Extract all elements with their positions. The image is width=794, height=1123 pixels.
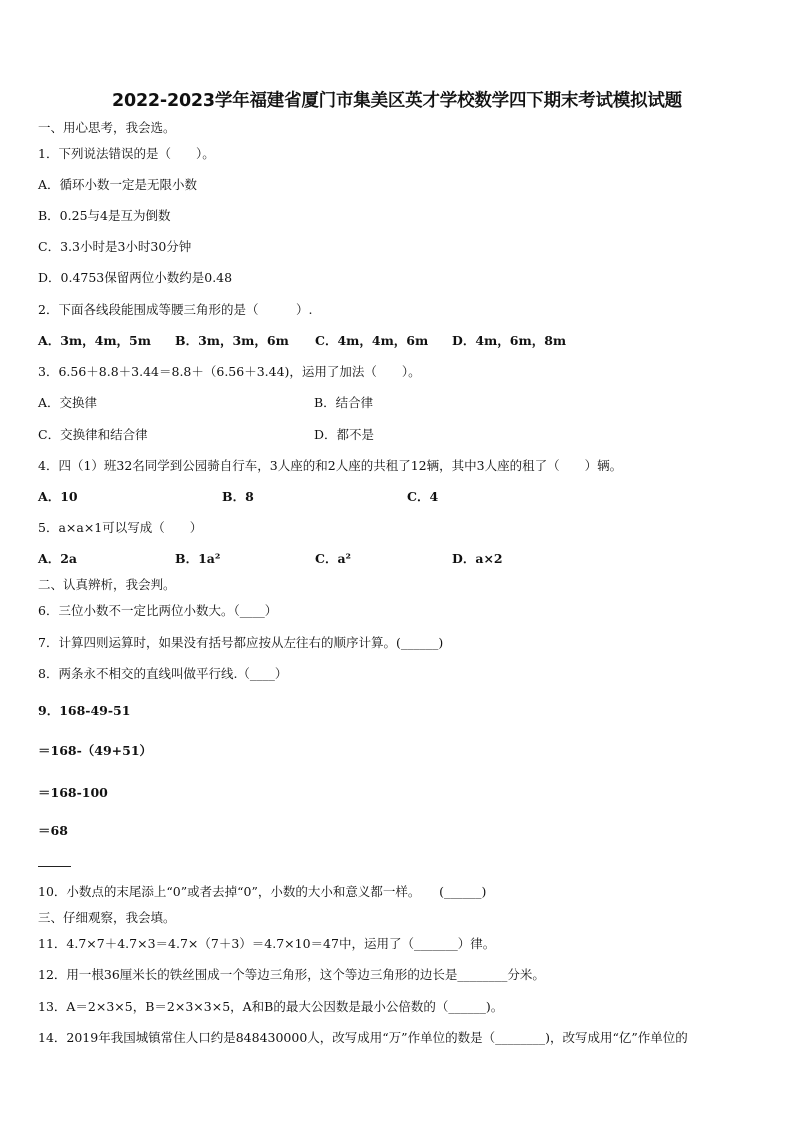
question-stem: 12．用一根36厘米长的铁丝围成一个等边三角形，这个等边三角形的边长是________分米。 [38, 967, 545, 982]
question-stem: 1．下列说法错误的是（ ）。 [38, 146, 215, 161]
question-stem: 2．下面各线段能围成等腰三角形的是（ ）. [38, 302, 313, 317]
option-d: D．都不是 [314, 427, 375, 442]
question-stem: 8．两条永不相交的直线叫做平行线.（____） [38, 666, 288, 681]
question-stem: 4．四（1）班32名同学到公园骑自行车，3人座的和2人座的共租了12辆，其中3人座的租了（ ）辆。 [38, 458, 623, 473]
option-d: D．a×2 [452, 551, 503, 566]
option-c: C．4 [407, 489, 439, 504]
calc-line: ＝168-（49+51） [38, 743, 153, 758]
option-row [38, 395, 758, 411]
option-c: C．交换律和结合律 [38, 427, 148, 442]
option-row [38, 551, 758, 567]
section-heading: 三、仔细观察，我会填。 [38, 910, 176, 925]
option-c: C．3.3小时是3小时30分钟 [38, 239, 192, 254]
question-stem: 14．2019年我国城镇常住人口约是848430000人，改写成用“万”作单位的数是（________)，改写成用“亿”作单位的 [38, 1030, 688, 1045]
option-b: B．结合律 [314, 395, 374, 410]
option-b: B．3m，3m，6m [175, 333, 289, 348]
section-heading: 二、认真辨析，我会判。 [38, 577, 176, 592]
option-b: B．1a² [175, 551, 221, 566]
calc-line: ＝68 [38, 823, 68, 838]
page-title: 2022-2023学年福建省厦门市集美区英才学校数学四下期末考试模拟试题 [112, 91, 682, 111]
question-stem: 5．a×a×1可以写成（ ） [38, 520, 203, 535]
question-stem: 13．A＝2×3×5，B＝2×3×3×5，A和B的最大公因数是最小公倍数的（______)。 [38, 999, 504, 1014]
option-b: B．0.25与4是互为倒数 [38, 208, 171, 223]
option-a: A．交换律 [38, 395, 98, 410]
section-heading: 一、用心思考，我会选。 [38, 120, 176, 135]
calc-line: ＝168-100 [38, 785, 108, 800]
option-a: A．2a [38, 551, 77, 566]
option-d: D．4m，6m，8m [452, 333, 567, 348]
option-row [38, 427, 758, 443]
option-a: A．循环小数一定是无限小数 [38, 177, 198, 192]
option-d: D．0.4753保留两位小数约是0.48 [38, 270, 233, 285]
question-stem: 7．计算四则运算时，如果没有括号都应按从左往右的顺序计算。(______) [38, 635, 444, 650]
question-stem: 10．小数点的末尾添上“0”或者去掉“0”，小数的大小和意义都一样。 (______) [38, 884, 487, 899]
option-c: C．a² [315, 551, 352, 566]
question-stem: 11．4.7×7＋4.7×3＝4.7×（7＋3）＝4.7×10＝47中，运用了（_______）律。 [38, 936, 496, 951]
question-stem: 6．三位小数不一定比两位小数大。（____） [38, 603, 278, 618]
option-row [38, 333, 758, 349]
option-row [38, 489, 758, 505]
option-c: C．4m，4m，6m [315, 333, 429, 348]
answer-blank-line [38, 866, 71, 867]
option-b: B．8 [222, 489, 254, 504]
option-a: A．10 [38, 489, 78, 504]
calc-line: 9．168-49-51 [38, 703, 131, 718]
option-a: A．3m，4m，5m [38, 333, 151, 348]
question-stem: 3．6.56＋8.8＋3.44＝8.8＋（6.56＋3.44)，运用了加法（ ）。 [38, 364, 421, 379]
